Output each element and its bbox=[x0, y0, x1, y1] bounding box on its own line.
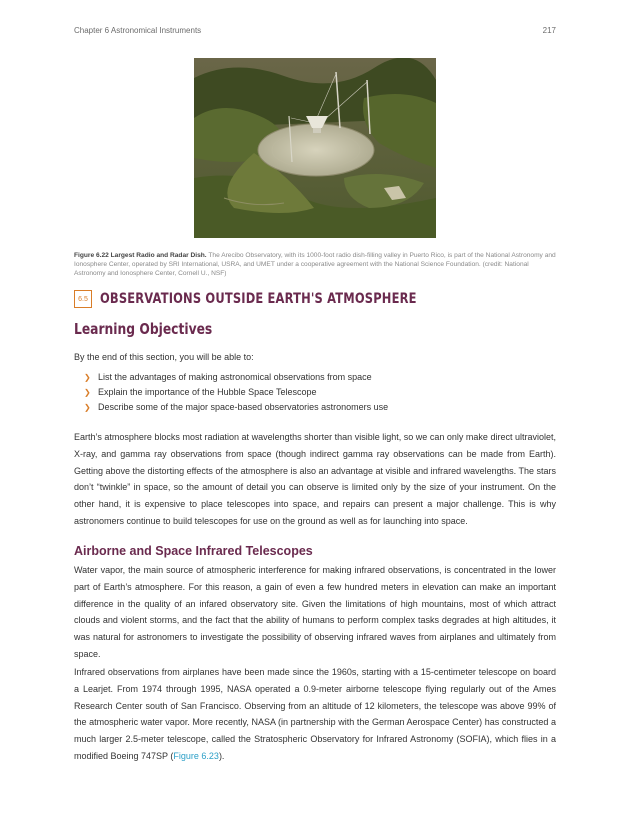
page-number: 217 bbox=[542, 26, 556, 35]
learning-objectives-heading: Learning Objectives bbox=[74, 320, 213, 338]
list-item bbox=[84, 400, 388, 415]
learning-objectives-intro: By the end of this section, you will be able to: bbox=[74, 352, 254, 362]
figure-caption bbox=[74, 251, 556, 278]
list-item bbox=[84, 385, 388, 400]
section-heading bbox=[74, 290, 556, 308]
figure-text: The Arecibo Observatory, with its 1000-foot radio dish-filling valley in Puerto Rico, is part of the National Astronomy and Ionosphere Center, operated by SRI International, USRA, and UMET under a cooperative agreement with the National Science Foundation. (credit: National Astronomy and Ionosphere Center, Cornell U., NSF) bbox=[74, 252, 556, 277]
paragraph-atmosphere: Earth’s atmosphere blocks most radiation at wavelengths shorter than visible light, so we can only make direct ultraviolet, X-ray, and gamma ray observations from space (though indirect gamma ray observations can be made from Earth). Getting above the distorting effects of the atmosphere is also an advantage at visible and infrared wavelengths. The stars don’t “twinkle” in space, so the amount of detail you can observe is limited only by the size of your instrument. On the other hand, it is expensive to place telescopes into space, and repairs can present a major challenge. This is why astronomers continue to build telescopes for use on the ground as well as for launching into space. bbox=[74, 432, 556, 526]
chevron-right-icon: ❯ bbox=[84, 388, 91, 397]
list-item bbox=[84, 370, 388, 385]
running-head bbox=[74, 26, 556, 35]
paragraph-water-vapor: Water vapor, the main source of atmospheric interference for making infrared observations, is concentrated in the lower part of Earth’s atmosphere. For this reason, a gain of even a few hundred meters in elevation can make an important difference in the quality of an infared observatory site. Given the limitations of high mountains, most of which attract clouds and violent storms, and the fact that the ability of humans to perform complex tasks degrades at high altitudes, it was natural for astronomers to investigate the possibility of observing infrared waves from airplanes and ultimately from space. bbox=[74, 565, 556, 659]
figure-label: Figure 6.22 Largest Radio and Radar Dish. bbox=[74, 252, 207, 259]
chevron-right-icon: ❯ bbox=[84, 403, 91, 412]
objective-text: List the advantages of making astronomical observations from space bbox=[98, 372, 372, 382]
arecibo-photo bbox=[194, 58, 436, 238]
objective-text: Explain the importance of the Hubble Space Telescope bbox=[98, 387, 317, 397]
arecibo-illustration bbox=[194, 58, 436, 238]
chevron-right-icon: ❯ bbox=[84, 373, 91, 382]
chapter-title: Chapter 6 Astronomical Instruments bbox=[74, 26, 202, 35]
paragraph-airborne-end: ). bbox=[218, 750, 225, 761]
figure-6-23-link[interactable]: Figure 6.23 bbox=[173, 750, 219, 761]
section-number: 6.5 bbox=[74, 290, 92, 308]
objective-text: Describe some of the major space-based observatories astronomers use bbox=[98, 402, 389, 412]
paragraph-airborne-text: Infrared observations from airplanes have been made since the 1960s, starting with a 15-centimeter telescope on board a Learjet. From 1974 through 1995, NASA operated a 0.9-meter airborne telescope flying regularly out of the Ames Research Center south of San Francisco. Observing from an altitude of 12 kilometers, the telescope was above 99% of the atmospheric water vapor. More recently, NASA (in partnership with the German Aerospace Center) has constructed a much larger 2.5-meter telescope, called the Stratospheric Observatory for Infrared Astronomy (SOFIA), which flies in a modified Boeing 747SP ( bbox=[74, 667, 556, 761]
objectives-list bbox=[84, 370, 388, 415]
subsection-heading: Airborne and Space Infrared Telescopes bbox=[74, 544, 313, 558]
paragraph-airborne bbox=[74, 664, 556, 765]
section-title: OBSERVATIONS OUTSIDE EARTH'S ATMOSPHERE bbox=[100, 291, 417, 307]
